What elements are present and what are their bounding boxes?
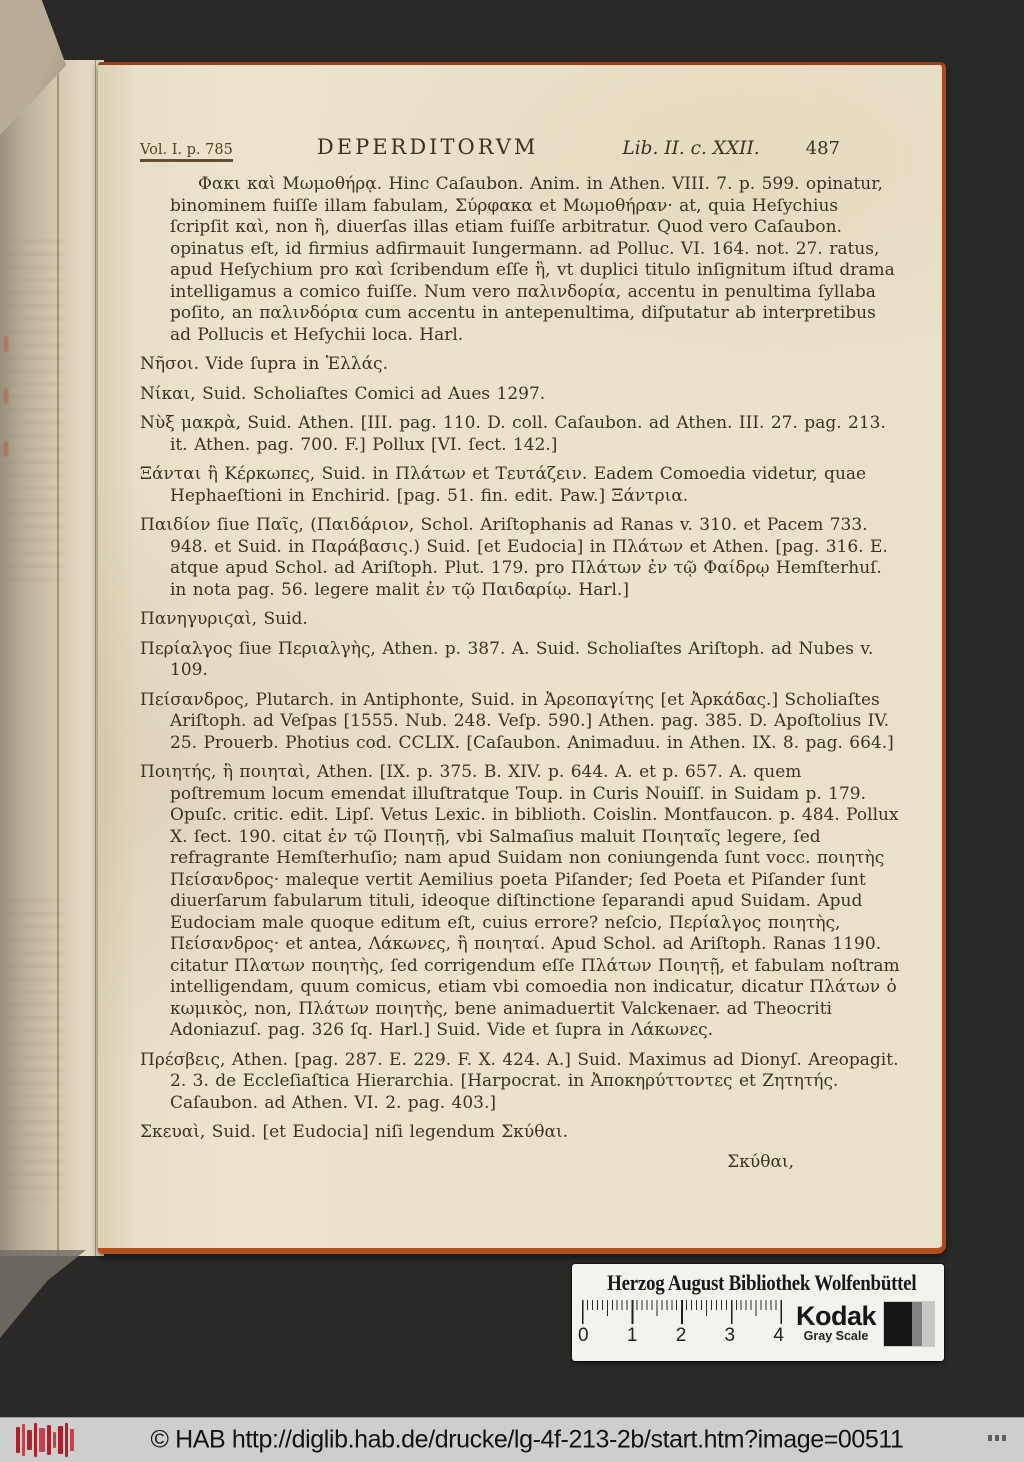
dictionary-entry: Σκευαὶ, Suid. [et Eudocia] niſi legendum Σκύθαι.	[140, 1122, 569, 1142]
kodak-brand-subtitle: Gray Scale	[803, 1329, 869, 1343]
dictionary-entry: Φακι καὶ Μωμοθήρᾳ. Hinc Caſaubon. Anim. in Athen. VIII. 7. p. 599. opinatur, binominem fuiſſe illam fabulam, Σύρφακα et Μωμοθήραν· at, quia Heſychius ſcripſit καὶ, non ἢ, diuerſas illas etiam fuiſſe arbitratur. Quod vero Caſaubon. opinatus eſt, id firmius adfirmauit Iungermann. ad Polluc. VI. 164. not. 27. ratus, apud Heſychium pro καὶ ſcribendum eſſe ἢ, vt duplici titulo inſignitum iſtud drama intelligamus a comico fuiſſe. Num vero παλινδορία, accentu in penultima ſyllaba poſito, an παλινδόρια cum accentu in antepenultima, diſputatur ab interpretibus ad Pollucis et Heſychii loca. Harl.	[170, 174, 895, 345]
page-header	[140, 135, 902, 162]
ruler-number: 2	[675, 1325, 687, 1346]
entry-list	[140, 174, 902, 1144]
ruler-number: 4	[773, 1325, 784, 1346]
header-volume-ref: Vol. I. p. 785	[140, 142, 233, 162]
dictionary-entry: Ποιητής, ἢ ποιηταὶ, Athen. [IX. p. 375. B. XIV. p. 644. A. et p. 657. A. quem poſtremum locum emendat illuſtratque Toup. in Curis Nouiſſ. in Suidam p. 179. Opuſc. critic. edit. Lipſ. Vetus Lexic. in biblioth. Coislin. Montfaucon. p. 484. Pollux X. ſect. 190. citat ἐν τῷ Ποιητῇ, vbi Salmaſius maluit Ποιηταῖς legere, ſed refragrante Hemſterhuſio; nam apud Suidam non coniungenda ſunt vocc. ποιητὴς Πείσανδρος· maleque vertit Aemilius poeta Piſander; ſed Poeta et Piſander ſunt diuerſarum fabularum tituli, ideoque diſtinctione ſeparandi apud Suidam. Apud Eudociam male quoque editum eſt, cuius errore? neſcio, Περίαλγος ποιητὴς, Πείσανδρος· et antea, Λάκωνες, ἢ ποιηταί. Apud Schol. ad Ariſtoph. Ranas 1190. citatur Πλατων ποιητὴς, ſed corrigendum eſſe Πλάτων Ποιητῇ, et fabulam noſtram intelligendam, quum comicus, etiam vbi comoedia non indicatur, dicatur Πλάτων ὁ κωμικὸς, non, Πλάτων ποιητὴς, bene animaduertit Valckenaer. ad Theocriti Adoniazuſ. pag. 326 ſq. Harl.] Suid. Vide et ſupra in Λάκωνες.	[140, 762, 900, 1040]
kodak-brand: Kodak	[795, 1301, 877, 1331]
dictionary-entry: Νῆσοι. Vide ſupra in Ἑλλάς.	[140, 354, 388, 374]
book-gutter	[0, 60, 104, 1256]
footer-bar	[0, 1417, 1024, 1462]
header-chapter-ref: Lib. II. c. XXII.	[622, 138, 760, 159]
showthrough-text-smudge	[8, 240, 64, 580]
dictionary-entry: Πρέσβεις, Athen. [pag. 287. E. 229. F. X. 424. A.] Suid. Maximus ad Dionyſ. Areopagit. 2. 3. de Eccleſiaſtica Hierarchia. [Harpocrat. in Ἀποκηρύττοντες et Ζητητής. Caſaubon. ad Athen. VI. 2. pag. 403.]	[140, 1049, 899, 1113]
ruler	[578, 1300, 788, 1347]
ruler-number: 3	[724, 1325, 736, 1346]
dictionary-entry: Περίαλγος ſiue Περιαλγὴς, Athen. p. 387. A. Suid. Scholiaſtes Ariſtoph. ad Nubes v. 109.	[140, 638, 874, 680]
book-page	[98, 62, 946, 1254]
red-edge-fleck	[4, 441, 8, 457]
dictionary-entry: Πανηγυριϛαὶ, Suid.	[140, 609, 308, 629]
header-page-number: 487	[805, 138, 840, 159]
gray-scale-patch	[884, 1302, 934, 1346]
card-title: Herzog August Bibliothek Wolfenbüttel	[607, 1270, 917, 1295]
dictionary-entry: Νὺξ μακρὰ, Suid. Athen. [III. pag. 110. D. coll. Caſaubon. ad Athen. III. 27. pag. 213. it. Athen. pag. 700. F.] Pollux [VI. ſect. 142.]	[140, 413, 886, 455]
catchword: Σκύθαι,	[727, 1151, 794, 1172]
dictionary-entry: Νίκαι, Suid. Scholiaſtes Comici ad Aues 1297.	[140, 383, 546, 404]
footer-caption: © HAB http://diglib.hab.de/drucke/lg-4f-213-2b/start.htm?image=00511	[150, 1425, 904, 1454]
ruler-number: 1	[626, 1325, 638, 1346]
footer-corner-mark	[988, 1435, 1006, 1441]
dictionary-entry: Πείσανδρος, Plutarch. in Antiphonte, Suid. in Ἀρεοπαγίτης [et Ἀρκάδας.] Scholiaſtes Ariſtoph. ad Veſpas [1555. Nub. 248. Veſp. 590.] Athen. pag. 385. D. Apoſtolius IV. 25. Prouerb. Photius cod. CCLIX. [Caſaubon. Animaduu. in Athen. IX. 8. pag. 664.]	[140, 689, 894, 753]
showthrough-text-smudge	[8, 900, 64, 1200]
red-edge-fleck	[4, 336, 8, 352]
red-edge-fleck	[4, 388, 8, 404]
ruler-numbers	[578, 1325, 784, 1347]
red-barcode-mark	[16, 1422, 74, 1458]
header-running-title: DEPERDITORVM	[316, 135, 539, 159]
color-card	[572, 1264, 944, 1361]
ruler-number: 0	[578, 1325, 589, 1346]
page-corner-shadow	[0, 1250, 86, 1338]
ruler-ticks	[582, 1300, 784, 1324]
dictionary-entry: Ξάνται ἢ Κέρκωπες, Suid. in Πλάτων et Τευτάζειν. Eadem Comoedia videtur, quae Hephaeſtioni in Enchirid. [pag. 51. fin. edit. Paw.] Ξάντρια.	[140, 464, 867, 506]
dictionary-entry: Παιδίον ſiue Παῖς, (Παιδάριον, Schol. Ariſtophanis ad Ranas v. 310. et Pacem 733. 948. et Suid. in Παράβασις.) Suid. [et Eudocia] in Πλάτων et Athen. [pag. 316. E. atque apud Schol. ad Ariſtoph. Plut. 179. pro Πλάτων ἐν τῷ Φαίδρῳ Hemſterhuſ. in nota pag. 56. legere malit ἐν τῷ Παιδαρίῳ. Harl.]	[140, 515, 888, 600]
